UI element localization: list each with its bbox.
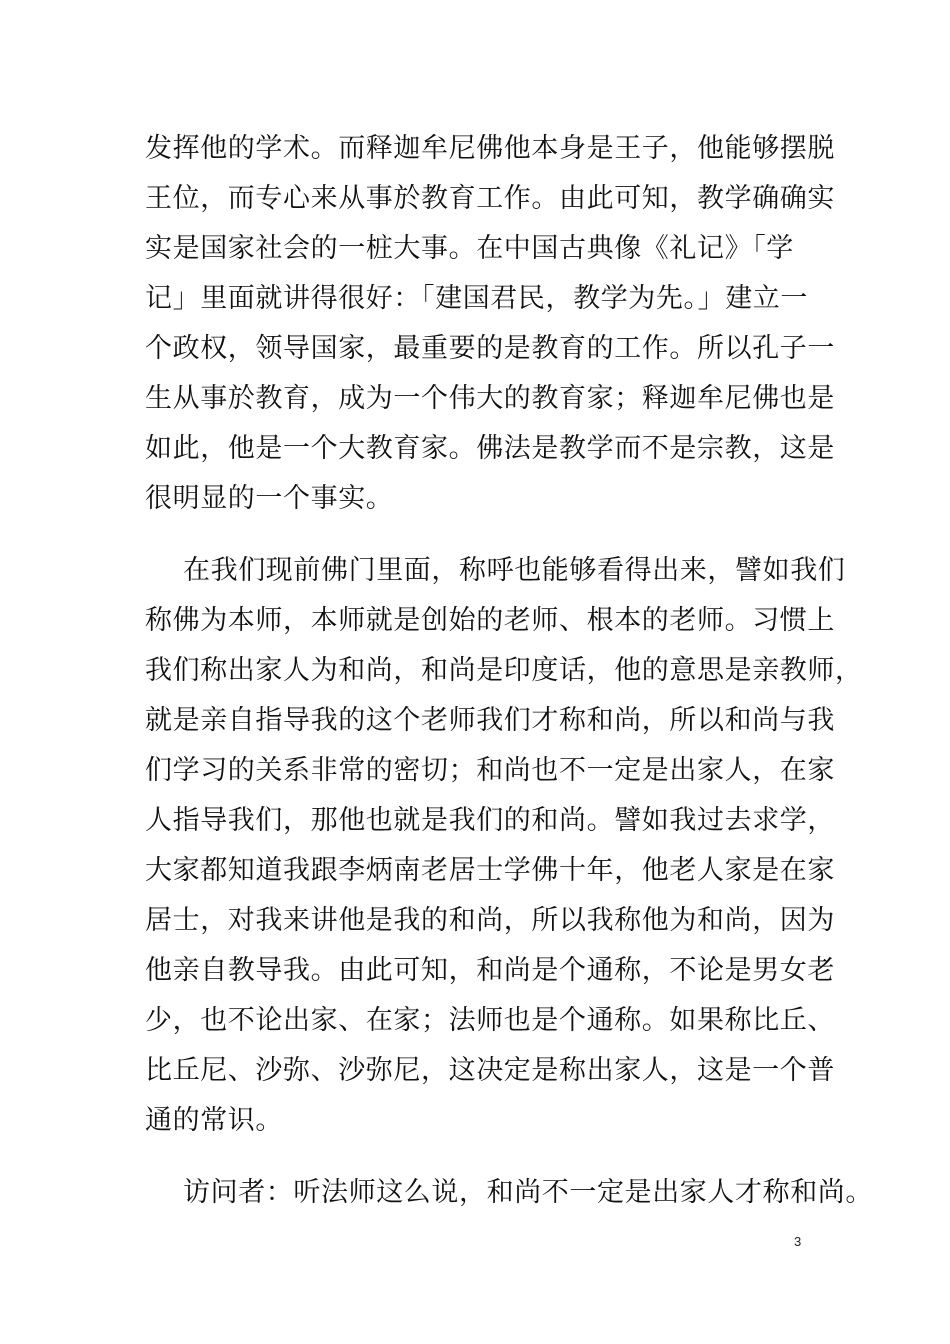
text-line: 访问者：听法师这么说，和尚不一定是出家人才称和尚。: [183, 1177, 873, 1208]
text-line: 人指导我们，那他也就是我们的和尚。譬如我过去求学，: [145, 805, 835, 836]
text-line: 称佛为本师，本师就是创始的老师、根本的老师。习惯上: [145, 605, 835, 636]
text-line: 很明显的一个事实。: [145, 483, 394, 514]
text-line: 王位，而专心来从事於教育工作。由此可知，教学确确实: [145, 183, 835, 214]
text-line: 大家都知道我跟李炳南老居士学佛十年，他老人家是在家: [145, 855, 835, 886]
text-line: 他亲自教导我。由此可知，和尚是个通称，不论是男女老: [145, 955, 835, 986]
text-line: 生从事於教育，成为一个伟大的教育家；释迦牟尼佛也是: [145, 383, 835, 414]
text-line: 居士，对我来讲他是我的和尚，所以我称他为和尚，因为: [145, 905, 835, 936]
text-line: 记」里面就讲得很好：「建国君民，教学为先。」建立一: [145, 283, 808, 314]
text-line: 个政权，领导国家，最重要的是教育的工作。所以孔子一: [145, 333, 835, 364]
text-line: 少，也不论出家、在家；法师也是个通称。如果称比丘、: [145, 1005, 835, 1036]
text-line: 通的常识。: [145, 1105, 283, 1136]
text-line: 就是亲自指导我的这个老师我们才称和尚，所以和尚与我: [145, 705, 835, 736]
page-number: 3: [794, 1234, 802, 1249]
text-line: 如此，他是一个大教育家。佛法是教学而不是宗教，这是: [145, 433, 835, 464]
text-line: 比丘尼、沙弥、沙弥尼，这决定是称出家人，这是一个普: [145, 1055, 835, 1086]
text-line: 们学习的关系非常的密切；和尚也不一定是出家人，在家: [145, 755, 835, 786]
text-line: 我们称出家人为和尚，和尚是印度话，他的意思是亲教师，: [145, 655, 863, 686]
text-line: 实是国家社会的一桩大事。在中国古典像《礼记》「学: [145, 233, 794, 264]
text-line: 发挥他的学术。而释迦牟尼佛他本身是王子，他能够摆脱: [145, 133, 835, 164]
text-line: 在我们现前佛门里面，称呼也能够看得出来，譬如我们: [183, 555, 846, 586]
